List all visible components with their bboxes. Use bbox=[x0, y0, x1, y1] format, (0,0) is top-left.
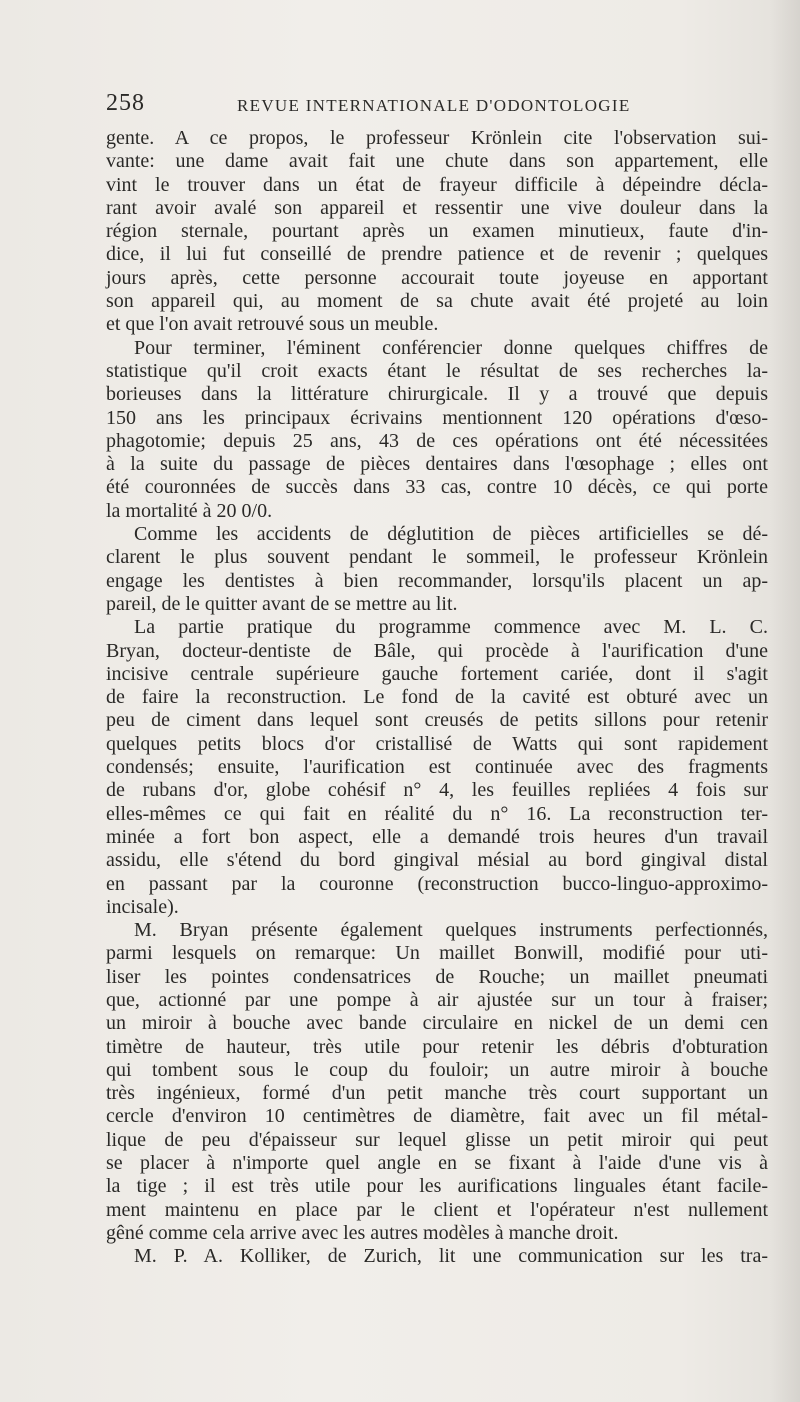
text-line: que, actionné par une pompe à air ajustée sur un tour à fraiser; bbox=[106, 988, 768, 1011]
text-line: région sternale, pourtant après un examen minutieux, faute d'in- bbox=[106, 220, 768, 243]
text-line: statistique qu'il croit exacts étant le résultat de ses recherches la- bbox=[106, 359, 768, 382]
text-line: incisale). bbox=[106, 895, 179, 918]
text-line: vint le trouver dans un état de frayeur difficile à dépeindre décla- bbox=[106, 173, 768, 196]
text-line: clarent le plus souvent pendant le sommeil, le professeur Krönlein bbox=[106, 546, 768, 569]
text-line: jours après, cette personne accourait toute joyeuse en apportant bbox=[106, 266, 768, 289]
text-line: cercle d'environ 10 centimètres de diamètre, fait avec un fil métal- bbox=[106, 1105, 768, 1128]
text-line: été couronnées de succès dans 33 cas, contre 10 décès, ce qui porte bbox=[106, 476, 768, 499]
text-line: la tige ; il est très utile pour les aurifications linguales étant facile- bbox=[106, 1175, 768, 1198]
text-line: M. Bryan présente également quelques instruments perfectionnés, bbox=[134, 919, 768, 942]
text-line: minée a fort bon aspect, elle a demandé trois heures d'un travail bbox=[106, 825, 768, 848]
text-line: très ingénieux, formé d'un petit manche très court supportant un bbox=[106, 1082, 768, 1105]
page-number: 258 bbox=[106, 90, 145, 116]
text-line: pareil, de le quitter avant de se mettre au lit. bbox=[106, 592, 458, 615]
text-line: qui tombent sous le coup du fouloir; un autre miroir à bouche bbox=[106, 1058, 768, 1081]
text-line: gêné comme cela arrive avec les autres modèles à manche droit. bbox=[106, 1221, 619, 1244]
text-line: quelques petits blocs d'or cristallisé de Watts qui sont rapidement bbox=[106, 732, 768, 755]
text-line: timètre de hauteur, très utile pour retenir les débris d'obturation bbox=[106, 1035, 768, 1058]
text-line: la mortalité à 20 0/0. bbox=[106, 499, 273, 522]
text-line: parmi lesquels on remarque: Un maillet Bonwill, modifié pour uti- bbox=[106, 942, 768, 965]
text-line: elles-mêmes ce qui fait en réalité du n° 16. La reconstruction ter- bbox=[106, 802, 768, 825]
running-title: REVUE INTERNATIONALE D'ODONTOLOGIE bbox=[237, 96, 631, 115]
text-line: liser les pointes condensatrices de Rouche; un maillet pneumati bbox=[106, 965, 768, 988]
text-line: La partie pratique du programme commence avec M. L. C. bbox=[134, 616, 768, 639]
text-line: borieuses dans la littérature chirurgicale. Il y a trouvé que depuis bbox=[106, 383, 768, 406]
text-line: dice, il lui fut conseillé de prendre patience et de revenir ; quelques bbox=[106, 243, 768, 266]
text-line: un miroir à bouche avec bande circulaire en nickel de un demi cen bbox=[106, 1012, 768, 1035]
text-line: à la suite du passage de pièces dentaires dans l'œsophage ; elles ont bbox=[106, 453, 768, 476]
text-line: 150 ans les principaux écrivains mentionnent 120 opérations d'œso- bbox=[106, 406, 768, 429]
page-edge-shadow bbox=[770, 0, 800, 1402]
text-line: ment maintenu en place par le client et l'opérateur n'est nullement bbox=[106, 1198, 768, 1221]
text-line: Pour terminer, l'éminent conférencier donne quelques chiffres de bbox=[134, 336, 768, 359]
text-line: lique de peu d'épaisseur sur lequel glisse un petit miroir qui peut bbox=[106, 1128, 768, 1151]
text-line: vante: une dame avait fait une chute dans son appartement, elle bbox=[106, 150, 768, 173]
body-text bbox=[106, 127, 768, 1269]
text-line: gente. A ce propos, le professeur Krönlein cite l'observation sui- bbox=[106, 127, 768, 149]
text-line: Comme les accidents de déglutition de pièces artificielles se dé- bbox=[134, 523, 768, 546]
text-line: se placer à n'importe quel angle en se fixant à l'aide d'une vis à bbox=[106, 1152, 768, 1175]
text-line: et que l'on avait retrouvé sous un meuble. bbox=[106, 313, 439, 336]
text-line: peu de ciment dans lequel sont creusés de petits sillons pour retenir bbox=[106, 709, 768, 732]
text-line: engage les dentistes à bien recommander, lorsqu'ils placent un ap- bbox=[106, 569, 768, 592]
text-line: Bryan, docteur-dentiste de Bâle, qui procède à l'aurification d'une bbox=[106, 639, 768, 662]
text-line: condensés; ensuite, l'aurification est continuée avec des fragments bbox=[106, 756, 768, 779]
text-line: de faire la reconstruction. Le fond de la cavité est obturé avec un bbox=[106, 686, 768, 709]
text-line: en passant par la couronne (reconstruction bucco-linguo-approximo- bbox=[106, 872, 768, 895]
text-line: rant avoir avalé son appareil et ressentir une vive douleur dans la bbox=[106, 196, 768, 219]
text-line: assidu, elle s'étend du bord gingival mésial au bord gingival distal bbox=[106, 849, 768, 872]
page-header bbox=[106, 90, 766, 126]
text-line: son appareil qui, au moment de sa chute avait été projeté au loin bbox=[106, 290, 768, 313]
text-line: M. P. A. Kolliker, de Zurich, lit une communication sur les tra- bbox=[134, 1245, 768, 1268]
text-line: phagotomie; depuis 25 ans, 43 de ces opérations ont été nécessitées bbox=[106, 429, 768, 452]
text-line: incisive centrale supérieure gauche fortement cariée, dont il s'agit bbox=[106, 662, 768, 685]
text-line: de rubans d'or, globe cohésif n° 4, les feuilles repliées 4 fois sur bbox=[106, 779, 768, 802]
